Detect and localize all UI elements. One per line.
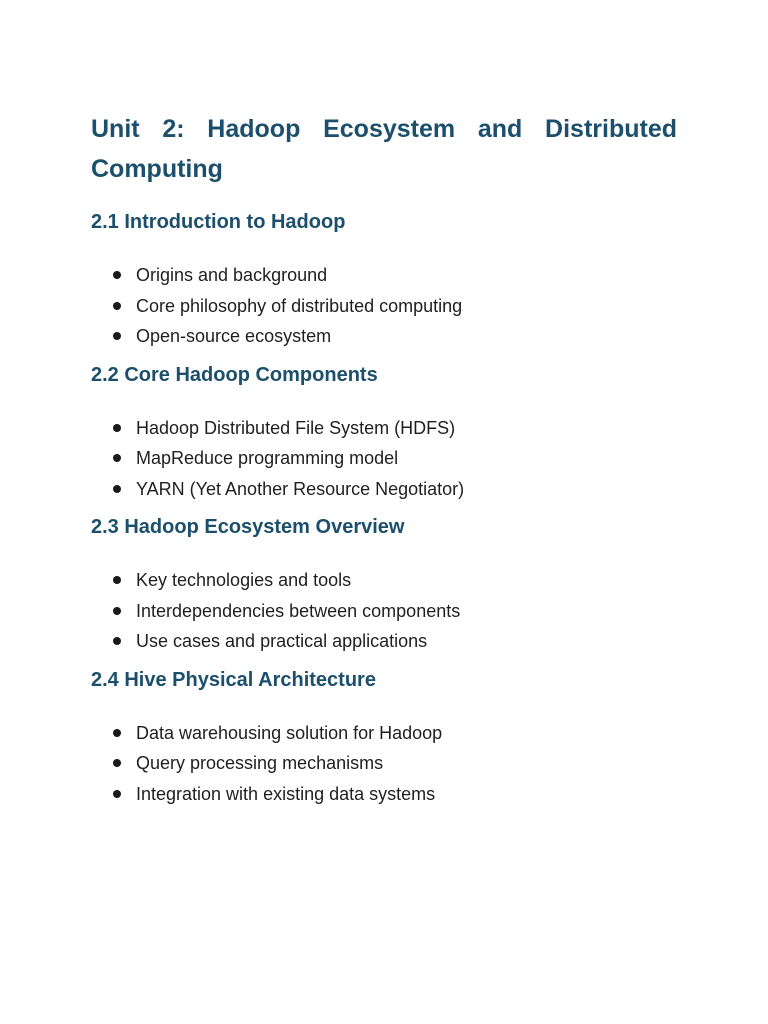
bullet-icon — [113, 790, 121, 798]
bullet-icon — [113, 332, 121, 340]
list-item — [91, 718, 677, 749]
bullet-list — [91, 718, 677, 810]
list-item — [91, 596, 677, 627]
list-item-text: YARN (Yet Another Resource Negotiator) — [136, 478, 465, 499]
list-item-text: Hadoop Distributed File System (HDFS) — [136, 417, 456, 438]
list-item — [91, 443, 677, 474]
bullet-icon — [113, 485, 121, 493]
list-item-text: Integration with existing data systems — [136, 783, 436, 804]
section-hive-physical-architecture — [91, 667, 677, 810]
section-heading: 2.2 Core Hadoop Components — [91, 363, 378, 386]
list-item — [91, 626, 677, 657]
bullet-icon — [113, 302, 121, 310]
list-item-text: Core philosophy of distributed computing — [136, 295, 463, 316]
bullet-icon — [113, 454, 121, 462]
list-item-text: Origins and background — [136, 265, 328, 285]
list-item — [91, 321, 677, 352]
list-item-text: MapReduce programming model — [136, 448, 399, 468]
unit-title: Unit 2: Hadoop Ecosystem and Distributed Computing — [91, 115, 677, 183]
bullet-icon — [113, 576, 121, 584]
section-heading: 2.3 Hadoop Ecosystem Overview — [91, 516, 405, 538]
list-item-text: Open-source ecosystem — [136, 326, 332, 346]
document-page — [91, 109, 677, 809]
bullet-icon — [113, 271, 121, 279]
bullet-list — [91, 413, 677, 505]
bullet-icon — [113, 607, 121, 615]
list-item — [91, 474, 677, 505]
list-item-text: Query processing mechanisms — [136, 753, 384, 773]
list-item — [91, 291, 677, 322]
section-core-hadoop-components — [91, 362, 677, 505]
section-heading: 2.4 Hive Physical Architecture — [91, 668, 376, 691]
section-hadoop-ecosystem-overview — [91, 514, 677, 657]
bullet-icon — [113, 637, 121, 645]
bullet-list — [91, 565, 677, 657]
list-item — [91, 565, 677, 596]
list-item — [91, 748, 677, 779]
list-item-text: Key technologies and tools — [136, 570, 352, 590]
list-item-text: Data warehousing solution for Hadoop — [136, 722, 443, 743]
list-item — [91, 413, 677, 444]
list-item-text: Use cases and practical applications — [136, 631, 428, 651]
list-item-text: Interdependencies between components — [136, 600, 461, 621]
list-item — [91, 260, 677, 291]
bullet-icon — [113, 759, 121, 767]
bullet-icon — [113, 424, 121, 432]
section-heading: 2.1 Introduction to Hadoop — [91, 211, 346, 233]
section-introduction-to-hadoop — [91, 209, 677, 352]
bullet-icon — [113, 729, 121, 737]
list-item — [91, 779, 677, 810]
bullet-list — [91, 260, 677, 352]
